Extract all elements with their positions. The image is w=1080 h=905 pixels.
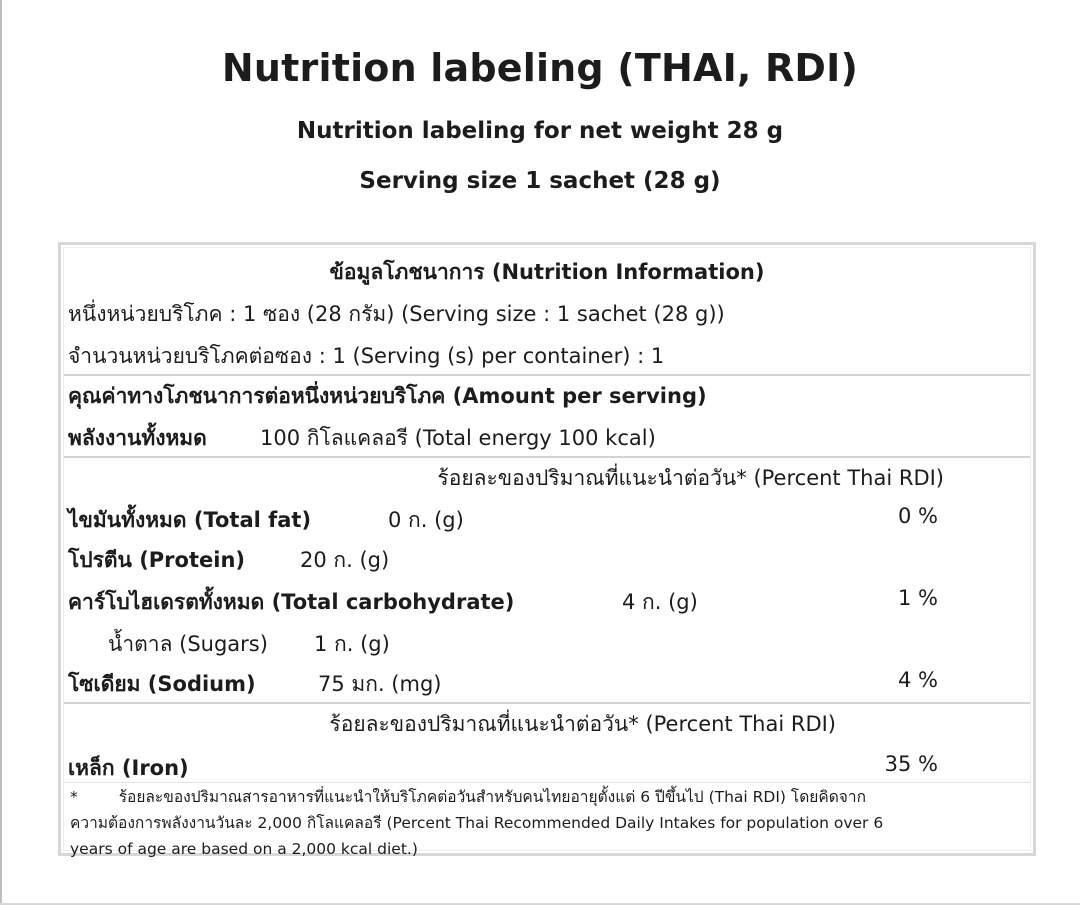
divider-2: [64, 456, 1030, 458]
net-weight-line: Nutrition labeling for net weight 28 g: [296, 118, 784, 144]
footnote-marker: *: [70, 788, 78, 806]
divider-3: [64, 702, 1030, 704]
total-fat-value: 0 ก. (g): [388, 508, 464, 532]
sodium-value: 75 มก. (mg): [318, 672, 442, 696]
panel-heading: ข้อมูลโภชนาการ (Nutrition Information): [329, 260, 765, 284]
sugars-value: 1 ก. (g): [314, 632, 390, 656]
protein-value: 20 ก. (g): [300, 548, 390, 572]
nutrition-information-panel: [58, 242, 1036, 856]
sugars-label: น้ำตาล (Sugars): [108, 632, 268, 656]
footnote-line-1: [70, 784, 1006, 810]
carbohydrate-percent: 1 %: [898, 586, 938, 610]
divider-4: [64, 782, 1030, 783]
rdi-header-2: ร้อยละของปริมาณที่แนะนำต่อวัน* (Percent Thai RDI): [329, 712, 836, 736]
energy-value: 100 กิโลแคลอรี (Total energy 100 kcal): [260, 426, 656, 450]
footnote-text-1: ร้อยละของปริมาณสารอาหารที่แนะนำให้บริโภคต่อวันสำหรับคนไทยอายุตั้งแต่ 6 ปีขึ้นไป (Thai RDI) โดยคิดจาก: [118, 788, 866, 806]
footnote-line-2: ความต้องการพลังงานวันละ 2,000 กิโลแคลอรี (Percent Thai Recommended Daily Intakes for population over 6: [70, 814, 884, 832]
servings-per-container-row: จำนวนหน่วยบริโภคต่อซอง : 1 (Serving (s) per container) : 1: [68, 344, 665, 368]
total-fat-label: ไขมันทั้งหมด (Total fat): [68, 508, 312, 532]
total-fat-percent: 0 %: [898, 504, 938, 528]
carbohydrate-label: คาร์โบไฮเดรตทั้งหมด (Total carbohydrate): [68, 590, 515, 614]
rdi-header-1: ร้อยละของปริมาณที่แนะนำต่อวัน* (Percent Thai RDI): [437, 466, 944, 490]
sodium-percent: 4 %: [898, 668, 938, 692]
serving-size-row: หนึ่งหน่วยบริโภค : 1 ซอง (28 กรัม) (Serving size : 1 sachet (28 g)): [68, 302, 725, 326]
amount-per-serving-row: คุณค่าทางโภชนาการต่อหนึ่งหน่วยบริโภค (Amount per serving): [68, 384, 707, 408]
divider-1: [64, 374, 1030, 376]
serving-size-line: Serving size 1 sachet (28 g): [359, 168, 721, 194]
panel-inner-frame: [63, 247, 1031, 858]
carbohydrate-value: 4 ก. (g): [622, 590, 698, 614]
footnote-line-3: years of age are based on a 2,000 kcal diet.): [70, 840, 418, 858]
sodium-label: โซเดียม (Sodium): [68, 672, 256, 696]
iron-label: เหล็ก (Iron): [68, 756, 189, 780]
iron-percent: 35 %: [884, 752, 938, 776]
protein-label: โปรตีน (Protein): [68, 548, 245, 572]
energy-label: พลังงานทั้งหมด: [68, 426, 207, 450]
page-title: Nutrition labeling (THAI, RDI): [221, 46, 859, 90]
